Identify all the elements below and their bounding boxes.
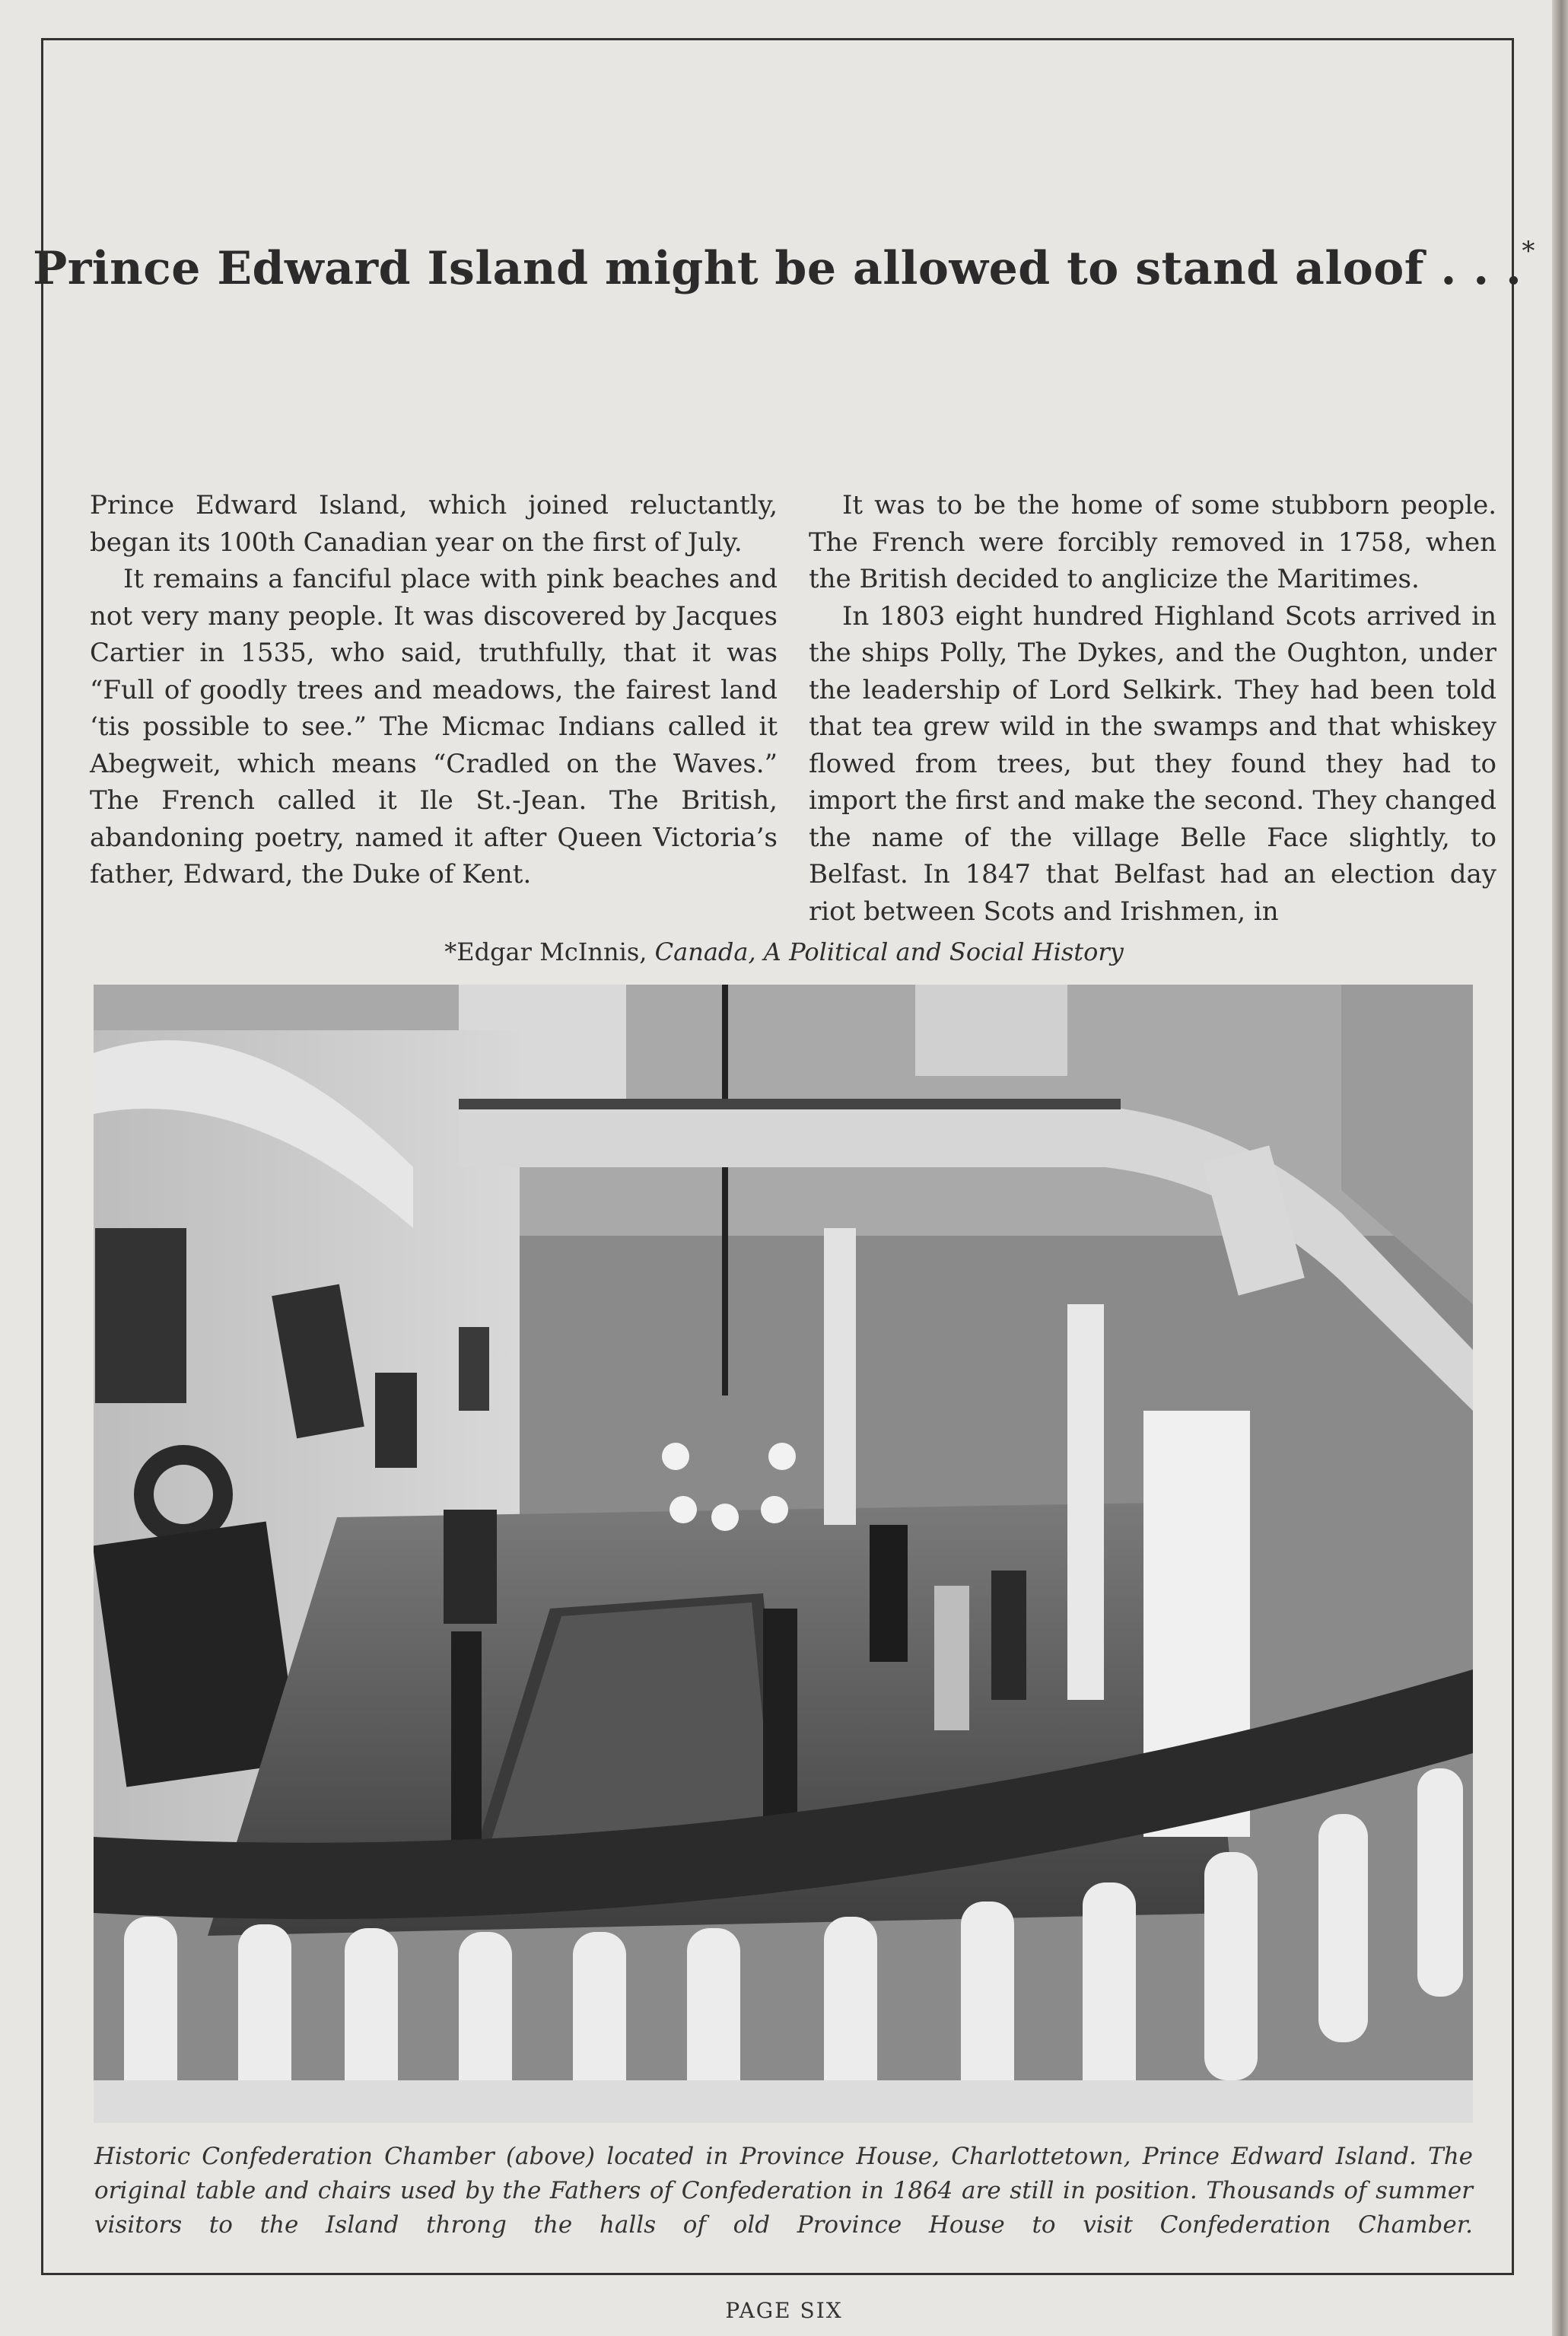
page-number: PAGE SIX <box>725 2298 843 2323</box>
headline-footnote-mark: * <box>1522 236 1535 266</box>
article-left-column <box>90 487 778 893</box>
confederation-chamber-photo <box>94 985 1473 2123</box>
photo-illustration <box>94 985 1473 2123</box>
article-right-column <box>809 487 1496 930</box>
footnote-author: *Edgar McInnis, <box>444 937 655 966</box>
page-edge <box>1552 0 1568 2336</box>
footnote-work: Canada, A Political and Social History <box>654 937 1124 966</box>
paragraph: It remains a fanciful place with pink beaches and not very many people. It was discovered by Jacques Cartier in 1535, who said, truthfully, that it was “Full of goodly trees and meadows, the fairest land ‘tis possible to see.” The Micmac Indians called it Abegweit, which means “Cradled on the Waves.” The French called it Ile St.-Jean. The British, abandoning poetry, named it after Queen Victoria’s father, Edward, the Duke of Kent. <box>90 564 778 890</box>
paragraph: Prince Edward Island, which joined reluctantly, began its 100th Canadian year on the first of July. <box>90 490 778 558</box>
photo-caption: Historic Confederation Chamber (above) located in Province House, Charlottetown, Prince Edward Island. The original table and chairs used by the Fathers of Confederation in 1864 are still in position. Thousands of summer visitors to the Island throng the halls of old Province House to visit Confederation Chamber. <box>94 2143 1473 2239</box>
footnote <box>0 937 1568 966</box>
paragraph: In 1803 eight hundred Highland Scots arrived in the ships Polly, The Dykes, and the Oughton, under the leadership of Lord Selkirk. They had been told that tea grew wild in the swamps and that whiskey flowed from trees, but they found they had to import the first and make the second. They changed the name of the village Belle Face slightly, to Belfast. In 1847 that Belfast had an election day riot between Scots and Irishmen, in <box>809 600 1496 927</box>
paragraph: It was to be the home of some stubborn people. The French were forcibly removed in 1758, when the British decided to anglicize the Maritimes. <box>809 490 1496 594</box>
headline <box>0 236 1568 295</box>
headline-text: Prince Edward Island might be allowed to stand aloof . . . <box>33 242 1522 295</box>
